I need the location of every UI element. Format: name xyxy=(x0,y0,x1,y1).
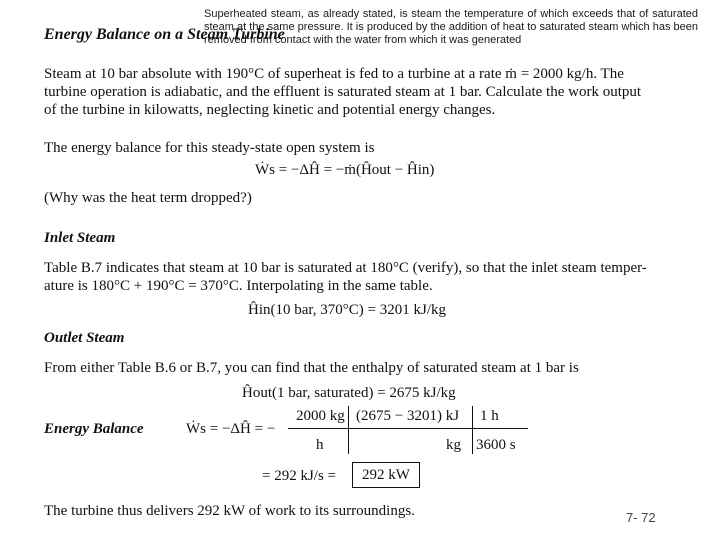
conclusion-text: The turbine thus delivers 292 kW of work to its surroundings. xyxy=(44,503,415,519)
energy-balance-equation: Ẇs = −ΔĤ = −ṁ(Ĥout − Ĥin) xyxy=(255,162,435,178)
inlet-steam-heading: Inlet Steam xyxy=(44,230,116,246)
page-title: Energy Balance on a Steam Turbine xyxy=(44,26,285,43)
outlet-enthalpy-equation: Ĥout(1 bar, saturated) = 2675 kJ/kg xyxy=(242,385,456,401)
inlet-enthalpy-equation: Ĥin(10 bar, 370°C) = 3201 kJ/kg xyxy=(248,302,447,318)
fraction-numerator: 2000 kg xyxy=(296,408,345,424)
outlet-steam-heading: Outlet Steam xyxy=(44,330,125,346)
work-lhs: Ẇs = −ΔĤ = − xyxy=(186,421,276,437)
problem-line: Steam at 10 bar absolute with 190°C of superheat is fed to a turbine at a rate ṁ = 2000 kg/h. The xyxy=(44,66,624,82)
fraction-bar xyxy=(288,428,528,429)
result-expression: = 292 kJ/s = xyxy=(262,468,337,484)
fraction-denominator: kg xyxy=(446,437,461,453)
problem-line: turbine operation is adiabatic, and the effluent is saturated steam at 1 bar. Calculate the work output xyxy=(44,84,642,100)
question-text: (Why was the heat term dropped?) xyxy=(44,190,252,206)
result-value: 292 kW xyxy=(362,467,410,483)
fraction-numerator: (2675 − 3201) kJ xyxy=(356,408,460,424)
unit-divider xyxy=(472,406,473,454)
inlet-line: ature is 180°C + 190°C = 370°C. Interpolating in the same table. xyxy=(44,278,433,294)
energy-balance-heading: Energy Balance xyxy=(44,421,144,437)
fraction-denominator: 3600 s xyxy=(476,437,516,453)
intro-text: The energy balance for this steady-state open system is xyxy=(44,140,375,156)
unit-divider xyxy=(348,406,349,454)
fraction-numerator: 1 h xyxy=(480,408,499,424)
inlet-line: Table B.7 indicates that steam at 10 bar is saturated at 180°C (verify), so that the inlet steam temper- xyxy=(44,260,647,276)
superheated-steam-note: Superheated steam, as already stated, is steam the temperature of which exceeds that of saturated steam at the same pressure. It is produced by the addition of heat to saturated steam which has been removed from contact with the water from which it was generated xyxy=(204,8,698,46)
problem-line: of the turbine in kilowatts, neglecting kinetic and potential energy changes. xyxy=(44,102,496,118)
outlet-line: From either Table B.6 or B.7, you can find that the enthalpy of saturated steam at 1 bar is xyxy=(44,360,579,376)
page-number: 7- 72 xyxy=(626,510,656,525)
fraction-denominator: h xyxy=(316,437,324,453)
